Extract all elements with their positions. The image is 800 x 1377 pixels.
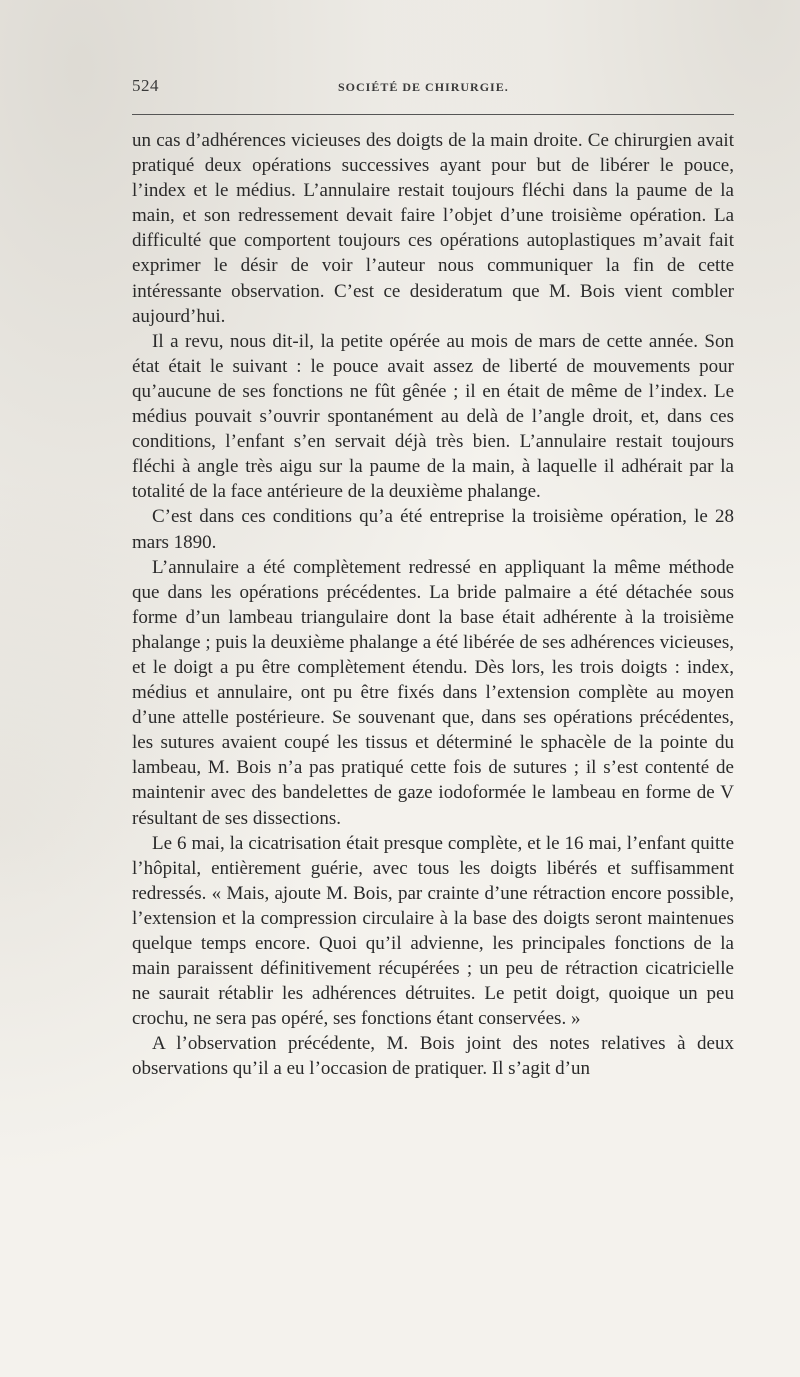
paragraph-6: A l’observation précédente, M. Bois joint des notes relatives à deux observations qu’il a eu l’occasion de pratiquer. Il s’agit d’un: [132, 1033, 734, 1080]
paragraph-3: C’est dans ces conditions qu’a été entreprise la troisième opération, le 28 mars 1890.: [132, 506, 734, 553]
paragraph-5: Le 6 mai, la cicatrisation était presque complète, et le 16 mai, l’enfant quitte l’hôpital, entièrement guérie, avec tous les doigts libérés et suffisamment redressés. « Mais, ajoute M. Bois, par crainte d’une rétraction encore possible, l’extension et la compression circulaire à la base des doigts seront maintenues quelque temps encore. Quoi qu’il advienne, les principales fonctions de la main paraissent définitivement récupérées ; un peu de rétraction cicatricielle ne saurait rétablir les adhérences détruites. Le petit doigt, quoique un peu crochu, ne sera pas opéré, ses fonctions étant conservées. »: [132, 832, 734, 1030]
body-text: [132, 128, 734, 1082]
paragraph-2: Il a revu, nous dit-il, la petite opérée au mois de mars de cette année. Son état était le suivant : le pouce avait assez de liberté de mouvements pour qu’aucune de ses fonctions ne fût gênée ; il en était de même de l’index. Le médius pouvait s’ouvrir spontanément au delà de l’angle droit, et, dans ces conditions, l’enfant s’en servait déjà très bien. L’annulaire restait toujours fléchi à angle très aigu sur la paume de la main, à laquelle il adhérait par la totalité de la face antérieure de la deuxième phalange.: [132, 330, 734, 503]
paragraph-1: un cas d’adhérences vicieuses des doigts de la main droite. Ce chirurgien avait pratiqué deux opérations successives ayant pour but de libérer le pouce, l’index et le médius. L’annulaire restait toujours fléchi dans la paume de la main, et son redressement devait faire l’objet d’une troisième opération. La difficulté que comportent toujours ces opérations autoplastiques m’avait fait exprimer le désir de voir l’auteur nous communiquer la fin de cette intéressante observation. C’est ce desideratum que M. Bois vient combler aujourd’hui.: [132, 130, 734, 327]
header-rule: [132, 114, 734, 115]
running-title: SOCIÉTÉ DE CHIRURGIE.: [338, 80, 509, 94]
page-number: 524: [132, 76, 159, 95]
paragraph-4: L’annulaire a été complètement redressé en appliquant la même méthode que dans les opérations précédentes. La bride palmaire a été détachée sous forme d’un lambeau triangulaire dont la base était adhérente à la troisième phalange ; puis la deuxième phalange a été libérée de ses adhérences vicieuses, et le doigt a pu être complètement étendu. Dès lors, les trois doigts : index, médius et annulaire, ont pu être fixés dans l’extension complète au moyen d’une attelle postérieure. Se souvenant que, dans ses opérations précédentes, les sutures avaient coupé les tissus et déterminé le sphacèle de la pointe du lambeau, M. Bois n’a pas pratiqué cette fois de sutures ; il s’est contenté de maintenir avec des bandelettes de gaze iodoformée le lambeau en forme de V résultant de ses dissections.: [132, 556, 734, 829]
page-header: [132, 76, 734, 102]
